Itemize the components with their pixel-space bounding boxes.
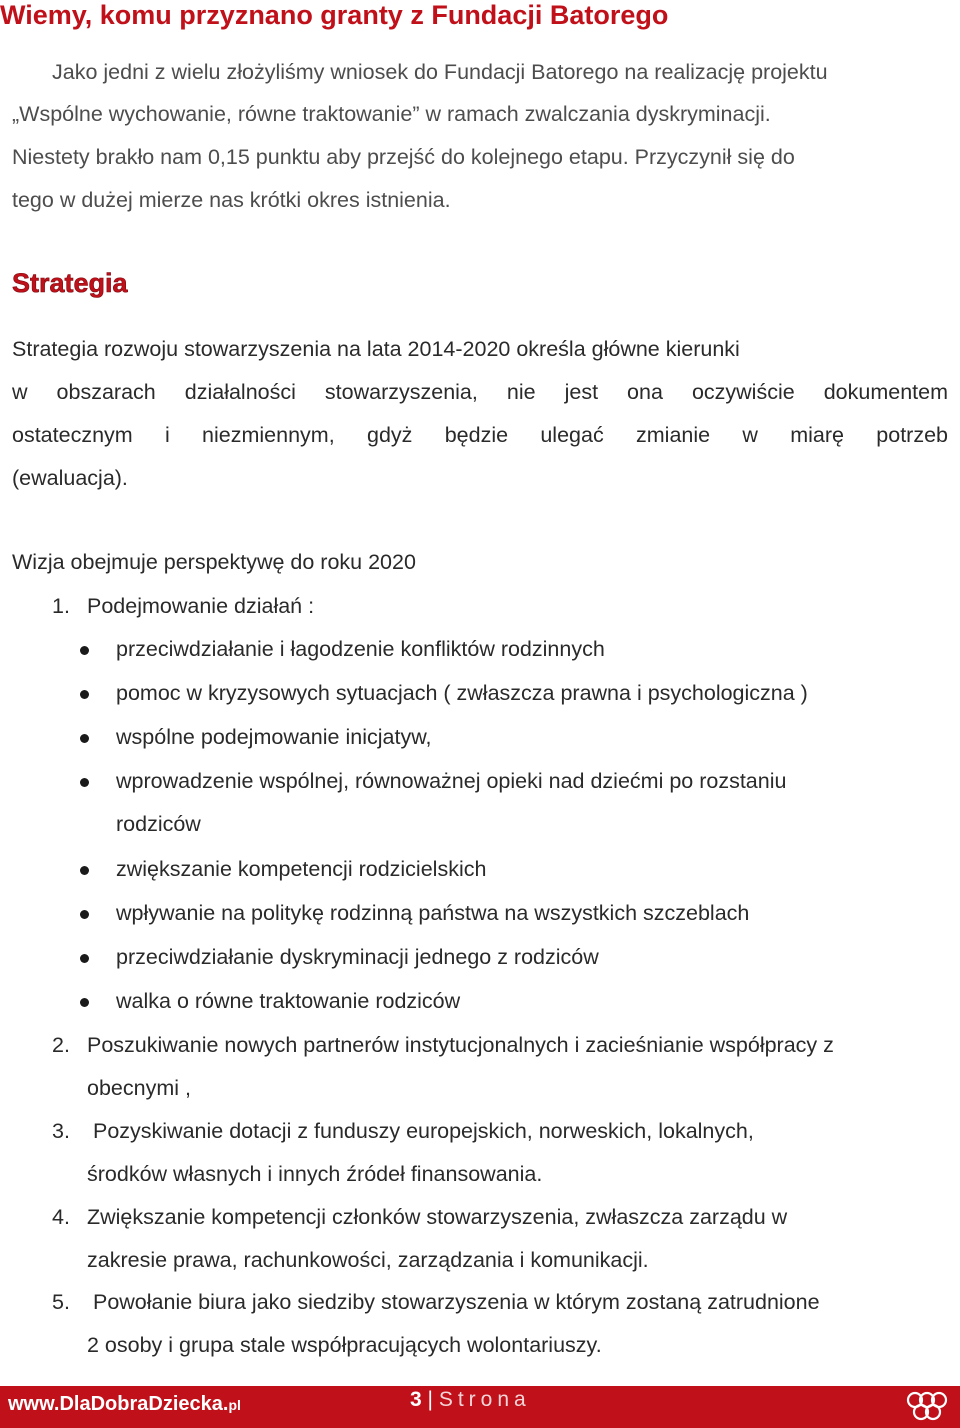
list-item-4-line-1: Zwiększanie kompetencji członków stowarzyszenia, zwłaszcza zarządu w	[87, 1205, 788, 1229]
vision-line: Wizja obejmuje perspektywę do roku 2020	[12, 550, 416, 574]
bullet-item: przeciwdziałanie i łagodzenie konfliktów rodzinnych	[116, 637, 605, 661]
list-item-5-line-2: 2 osoby i grupa stale współpracujących wolontariuszy.	[87, 1333, 602, 1357]
list-item-4-line-2: zakresie prawa, rachunkowości, zarządzania i komunikacji.	[87, 1248, 649, 1272]
bullet-item: przeciwdziałanie dyskryminacji jednego z rodziców	[116, 945, 599, 969]
list-item-5-line-1: Powołanie biura jako siedziby stowarzyszenia w którym zostaną zatrudnione	[87, 1290, 820, 1314]
list-item-3-line-2: środków własnych i innych źródeł finansowania.	[87, 1162, 543, 1186]
bullet-item: walka o równe traktowanie rodziców	[116, 989, 461, 1013]
footer-site-main: www.DlaDobraDziecka.	[8, 1393, 229, 1415]
intro-line-4: tego w dużej mierze nas krótki okres istnienia.	[12, 188, 451, 212]
list-item-2-line-2: obecnymi ,	[87, 1076, 191, 1100]
footer-site-tld: pl	[228, 1397, 241, 1413]
intro-line-1: Jako jedni z wielu złożyliśmy wniosek do Fundacji Batorego na realizację projektu	[52, 60, 828, 84]
bullet-item: zwiększanie kompetencji rodzicielskich	[116, 857, 487, 881]
bullet-item: wspólne podejmowanie inicjatyw,	[116, 725, 432, 749]
page-indicator	[410, 1388, 531, 1412]
bullet-item: wpływanie na politykę rodzinną państwa na wszystkich szczeblach	[116, 901, 750, 925]
bullet-item: wprowadzenie wspólnej, równoważnej opieki nad dziećmi po rozstaniu	[116, 769, 787, 793]
page-word: Strona	[438, 1388, 531, 1411]
list-number-1: 1.	[52, 594, 70, 618]
bullet-dot	[80, 998, 89, 1007]
strategy-line-1: Strategia rozwoju stowarzyszenia na lata 2014-2020 określa główne kierunki	[12, 337, 740, 361]
page-separator: |	[427, 1388, 433, 1411]
bullet-dot	[80, 690, 89, 699]
bullet-item: pomoc w kryzysowych sytuacjach ( zwłaszcza prawna i psychologiczna )	[116, 681, 808, 705]
bullet-item-continuation: rodziców	[116, 812, 201, 836]
section-title-strategia: Strategia	[12, 268, 128, 298]
bullet-dot	[80, 866, 89, 875]
bullet-dot	[80, 646, 89, 655]
strategy-line-4: (ewaluacja).	[12, 466, 128, 490]
list-item-3-line-1: Pozyskiwanie dotacji z funduszy europejskich, norweskich, lokalnych,	[87, 1119, 754, 1143]
top-heading: Wiemy, komu przyznano granty z Fundacji Batorego	[0, 0, 669, 30]
list-number-3: 3.	[52, 1119, 70, 1143]
list-item-2-line-1: Poszukiwanie nowych partnerów instytucjonalnych i zacieśnianie współpracy z	[87, 1033, 834, 1057]
bullet-dot	[80, 778, 89, 787]
page-number: 3	[410, 1388, 422, 1411]
organization-logo-icon	[905, 1388, 949, 1424]
bullet-dot	[80, 734, 89, 743]
strategy-line-3: ostatecznym i niezmiennym, gdyż będzie ulegać zmianie w miarę potrzeb	[12, 423, 948, 447]
strategy-line-2: w obszarach działalności stowarzyszenia, nie jest ona oczywiście dokumentem	[12, 380, 948, 404]
footer-site-link[interactable]	[8, 1393, 241, 1416]
bullet-dot	[80, 954, 89, 963]
list-item-1-label: Podejmowanie działań :	[87, 594, 315, 618]
intro-line-2: „Wspólne wychowanie, równe traktowanie” w ramach zwalczania dyskryminacji.	[12, 102, 771, 126]
list-number-2: 2.	[52, 1033, 70, 1057]
list-number-4: 4.	[52, 1205, 70, 1229]
bullet-dot	[80, 910, 89, 919]
intro-line-3: Niestety brakło nam 0,15 punktu aby przejść do kolejnego etapu. Przyczynił się do	[12, 145, 795, 169]
list-number-5: 5.	[52, 1290, 70, 1314]
